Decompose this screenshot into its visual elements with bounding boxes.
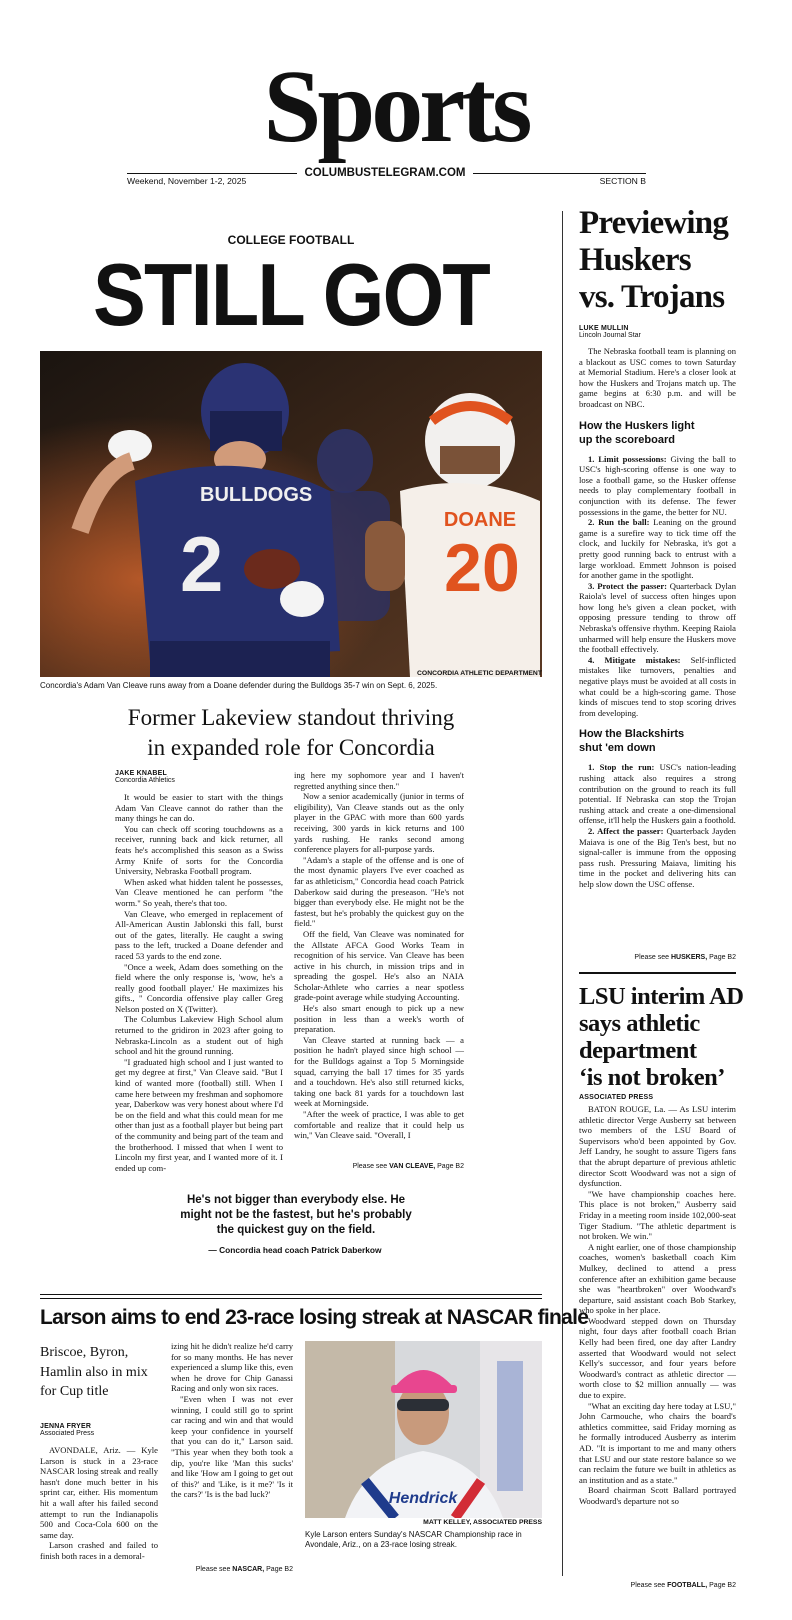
lead-kicker: COLLEGE FOOTBALL	[227, 233, 355, 247]
lsu-paragraph: A night earlier, one of those championship coaches, women's basketball coach Kim Mulkey, declined to attend a press conference after an exhibition game because she was "heartbroken" over Woodward's departure, said assistant coach Bob Starkey, who spoke in her place.	[579, 1241, 736, 1316]
masthead	[0, 0, 792, 195]
lsu-paragraph: BATON ROUGE, La. — As LSU interim athletic director Verge Ausberry sat between two members of the LSU Board of Supervisors who'd been appointed by Gov. Jeff Landry, he sought to assure Tigers fans that the abrupt departure of previous athletic director Scott Woodward was not a sign of dysfunction.	[579, 1104, 736, 1189]
nascar-paragraph: "Even when I was not ever winning, I could still go to sprint car racing and win and that would keep your confidence in yourself that you can do it," Larson said. "This year when they both took a dip, you're like 'Man this sucks' and like 'How am I going to get out of this?' and 'Like, is it me?' 'Is it the cars?' 'Is is the bad luck?'	[171, 1393, 293, 1500]
column-rule	[562, 211, 563, 1576]
lsu-byline: ASSOCIATED PRESS	[579, 1094, 654, 1101]
lead-paragraph: Van Cleave, who emerged in replacement of All-American Austin Jablonski this fall, burst out of the gates, literally. He caught a swing pass to the left, trucked a Doane defender and raced 53 yards to the end zone.	[115, 908, 283, 961]
section-divider	[40, 1294, 542, 1295]
lsu-headline-line: LSU interim AD	[579, 983, 744, 1010]
lead-byline-name: JAKE KNABEL	[115, 770, 167, 777]
jersey-team-left: BULLDOGS	[200, 484, 313, 506]
huskers-intro: The Nebraska football team is planning on a blackout as USC comes to town Saturday at Memorial Stadium. Here's a closer look at how the Huskers and Trojans match up. The game begins at 6:30 p.m. and will be broadcast on NBC.	[579, 346, 736, 409]
nascar-photo-credit: MATT KELLEY, ASSOCIATED PRESS	[423, 1519, 542, 1526]
lead-paragraph: ing here my sophomore year and I haven't regretted anything since then."	[294, 770, 464, 791]
lsu-headline-line: ‘is not broken’	[579, 1064, 725, 1091]
jersey-number-left: 2	[180, 520, 224, 608]
section-label: SECTION B	[599, 176, 646, 186]
section-divider	[40, 1298, 542, 1299]
masthead-rule-right	[473, 173, 646, 174]
huskers-subhead: How the Blackshirts shut 'em down	[579, 728, 685, 755]
lead-photo-credit: CONCORDIA ATHLETIC DEPARTMENT	[417, 670, 542, 677]
huskers-body	[579, 346, 736, 890]
lead-paragraph: You can check off scoring touchdowns as a receiver, running back and kick returner, all feats he's accomplished this season as a Swiss Army Knife of sorts for the Concordia University, Nebraska Football program.	[115, 823, 283, 877]
lsu-headline	[579, 983, 744, 1091]
jump-prefix: Please see	[195, 1566, 231, 1573]
nascar-jump-link[interactable]	[171, 1566, 293, 1573]
huskers-headline-line: Previewing	[579, 205, 729, 241]
rail-divider	[579, 972, 736, 974]
huskers-headline-line: vs. Trojans	[579, 279, 725, 315]
lsu-body	[579, 1104, 736, 1507]
jump-target: HUSKERS,	[671, 954, 708, 961]
huskers-headline	[579, 205, 759, 316]
lead-deck-line2: in expanded role for Concordia	[147, 735, 435, 760]
lead-paragraph: "Adam's a staple of the offense and is one of the most dynamic players I've ever coached as far as athleticism," Concordia head coach Patrick Daberkow said during the preseason. "He's not bigger than everybody else. He might not be the fastest, but he's probably the quickest guy on the field."	[294, 854, 464, 929]
nascar-byline-name: JENNA FRYER	[40, 1423, 92, 1430]
huskers-item: 1. Stop the run: USC's nation-leading rushing attack also requires a strong contribution on the ground to reach its full potential. If Nebraska can stop the Trojan rushing attack and create a one-dimensional offense, it'll help the Huskers gain a foothold.	[579, 762, 736, 826]
lead-photo-caption: Concordia's Adam Van Cleave runs away from a Doane defender during the Bulldogs 35-7 win on Sept. 6, 2025.	[40, 681, 438, 690]
lead-paragraph: When asked what hidden talent he possesses, Van Cleave mentioned he can perform "the worm." So yeah, there's that too.	[115, 876, 283, 908]
jump-target: NASCAR,	[232, 1566, 265, 1573]
jump-prefix: Please see	[352, 1163, 388, 1170]
lead-deck	[100, 703, 482, 763]
lead-paragraph: Van Cleave started at running back — a position he hadn't played since high school — for the Bulldogs against a Top 5 Morningside squad, carrying the ball 17 times for 35 yards and a touchdown. He's also still returned kicks, taking one back 81 yards for a touchdown last week at Morningside.	[294, 1034, 464, 1109]
lsu-headline-line: says athletic	[579, 1010, 700, 1037]
jump-target: FOOTBALL,	[667, 1582, 708, 1589]
huskers-byline	[579, 325, 739, 339]
nascar-deck: Briscoe, Byron, Hamlin also in mix for Cup title	[40, 1345, 148, 1399]
pull-quote-attribution: — Concordia head coach Patrick Daberkow	[208, 1245, 382, 1255]
lead-jump-link[interactable]	[294, 1163, 464, 1170]
lead-paragraph: "Once a week, Adam does something on the field where the only response is, 'wow, he's a really good football player.' He maximizes his gifts., " Concordia offensive play caller Greg Nelson posted on X (Twitter).	[115, 961, 283, 1014]
lead-paragraph: Now a senior academically (junior in terms of eligibility), Van Cleave stands out as the only player in the GPAC with more than 600 yards receiving, 300 yards in kick returns and 100 yards rushing. He ranks second among conference players for all-purpose yards.	[294, 791, 464, 855]
driver-shirt-text: Hendrick	[388, 1490, 458, 1507]
lsu-paragraph: "What an exciting day here today at LSU," John Carmouche, who chairs the board's athletics committee, said Friday morning as he formally introduced Ausberry as interim AD. "It is important to me and many others that LSU and our state restore balance so we can reclaim the future we built in athletics as an institution and as a state."	[579, 1400, 736, 1485]
nascar-column-2	[171, 1341, 293, 1500]
lead-column-1	[115, 792, 283, 1173]
lead-photo	[40, 351, 542, 677]
lsu-paragraph: Woodward stepped down on Thursday night, four days after football coach Brian Kelly had been fired, one day after Landry asserted that Woodward would not select Kelly's successor, and four years before Woodward's contract as athletic director — worth close to $2 million annually — was due to expire.	[579, 1315, 736, 1401]
nascar-byline	[40, 1423, 158, 1437]
lead-paragraph: Off the field, Van Cleave was nominated for the Allstate AFCA Good Works Team in recognition of his service. Van Cleave has been active in his church, in mission trips and in spreading the gospel. He's also an NAIA Scholar-Athlete who carries a near spotless grade-point average while studying Accounting.	[294, 928, 464, 1003]
lead-paragraph: He's also smart enough to pick up a new position in less than a week's worth of preparation.	[294, 1003, 464, 1035]
jersey-number-right: 20	[444, 530, 520, 606]
lead-byline	[115, 770, 283, 784]
huskers-headline-line: Huskers	[579, 242, 691, 278]
lsu-paragraph: "We have championship coaches here. This place is not broken," Ausberry said Friday in a meeting room inside 102,000-seat Tiger Stadium. "The athletic department is not broken. We win."	[579, 1188, 736, 1242]
huskers-byline-org: Lincoln Journal Star	[579, 332, 641, 339]
jump-page: Page B2	[709, 1582, 736, 1589]
huskers-item: 4. Mitigate mistakes: Self-inflicted mistakes like turnovers, penalties and negative plays must be avoided at all costs in what could be a high-scoring game. Those kinds of miscues tend to stop scoring drives from developing.	[579, 654, 736, 718]
jump-target: VAN CLEAVE,	[389, 1163, 436, 1170]
lead-byline-org: Concordia Athletics	[115, 777, 175, 784]
lead-headline: STILL GOT	[93, 245, 489, 344]
lsu-headline-line: department	[579, 1037, 697, 1064]
masthead-rule-left	[127, 173, 297, 174]
lead-paragraph: "I graduated high school and I just wanted to get my degree at first," Van Cleave said. "But I kind of wanted more (football) still. When I came here between my freshman and sophomore year, Daberkow was very honest about where I'd be on the field and what this could mean for me other than just as a football player but being part of the community and being part of the team and the brotherhood. I missed that when I went to Lincoln my first year, and I wanted more of it. I ended up com-	[115, 1056, 283, 1173]
huskers-byline-name: LUKE MULLIN	[579, 325, 629, 332]
nascar-paragraph: izing hit he didn't realize he'd carry for so many months. He has never experienced a slump like this, even when he drove for Chip Ganassi Racing and only won six races.	[171, 1341, 293, 1394]
nascar-photo-caption: Kyle Larson enters Sunday's NASCAR Championship race in Avondale, Ariz., on a 23-race losing streak.	[305, 1530, 522, 1549]
jump-page: Page B2	[437, 1163, 464, 1170]
lsu-paragraph: Board chairman Scott Ballard portrayed Woodward's departure not so	[579, 1485, 736, 1506]
huskers-item: 2. Affect the passer: Quarterback Jayden Maiava is one of the Big Ten's best, but no signal-caller is immune from the opposing pass rush. Pressuring Maiava, limiting his time in the pocket and delivering hits can help slow down the USC offense.	[579, 825, 736, 889]
nascar-paragraph: Larson crashed and failed to finish both races in a demoral-	[40, 1540, 158, 1561]
pull-quote: He's not bigger than everybody else. He might not be the fastest, but he's probably the quickest guy on the field.	[180, 1194, 412, 1236]
jump-page: Page B2	[266, 1566, 293, 1573]
edition-date: Weekend, November 1-2, 2025	[127, 176, 247, 186]
jump-prefix: Please see	[630, 1582, 666, 1589]
nascar-column-1	[40, 1445, 158, 1562]
nascar-byline-org: Associated Press	[40, 1430, 95, 1437]
jersey-team-right: DOANE	[443, 509, 517, 531]
site-url[interactable]: COLUMBUSTELEGRAM.COM	[304, 167, 466, 179]
huskers-item: 3. Protect the passer: Quarterback Dylan Raiola's level of success often hinges upon how long he's given a clean pocket, with opposing pressure tending to throw off Nebraska's offensive rhythm. Keeping Raiola unharmed will help ensure the Huskers move the football effectively.	[579, 580, 736, 655]
nascar-paragraph: AVONDALE, Ariz. — Kyle Larson is stuck in a 23-race NASCAR losing streak and really hasn't done much better in his sprint car, either. His momentum hit a wall after his failed second attempt to run the Indianapolis 500 and Coca-Cola 600 on the same day.	[40, 1445, 158, 1540]
jump-prefix: Please see	[634, 954, 670, 961]
huskers-jump-link[interactable]	[579, 954, 736, 961]
nascar-photo	[305, 1341, 542, 1518]
lead-paragraph: It would be easier to start with the things Adam Van Cleave cannot do rather than the many things he can do.	[115, 792, 283, 824]
huskers-item: 1. Limit possessions: Giving the ball to USC's high-scoring offense is one way to lose a football game, so the Husker offense needs to play complementary football in conjunction with its defense. The fewer possessions in the game, the better for NU.	[579, 453, 736, 517]
lead-column-2	[294, 770, 464, 1141]
jump-page: Page B2	[709, 954, 736, 961]
lead-deck-line1: Former Lakeview standout thriving	[127, 705, 455, 730]
lsu-jump-link[interactable]	[579, 1582, 736, 1589]
huskers-subhead: How the Huskers light up the scoreboard	[579, 419, 695, 446]
lead-paragraph: The Columbus Lakeview High School alum returned to the gridiron in 2023 after going to Nebraska-Lincoln as a student out of high school and hit the ground running.	[115, 1014, 283, 1057]
lead-paragraph: "After the week of practice, I was able to get comfortable and realize that it could help us win," Van Cleave said. "Overall, I	[294, 1109, 464, 1141]
huskers-item: 2. Run the ball: Leaning on the ground game is a surefire way to tick time off the clock, and luckily for Nebraska, it's got a pretty good running back to entrust with a large workload. Emmett Johnson is poised for another game in the spotlight.	[579, 517, 736, 581]
nascar-headline: Larson aims to end 23-race losing streak at NASCAR finale	[40, 1306, 589, 1329]
section-title: Sports	[263, 49, 529, 164]
